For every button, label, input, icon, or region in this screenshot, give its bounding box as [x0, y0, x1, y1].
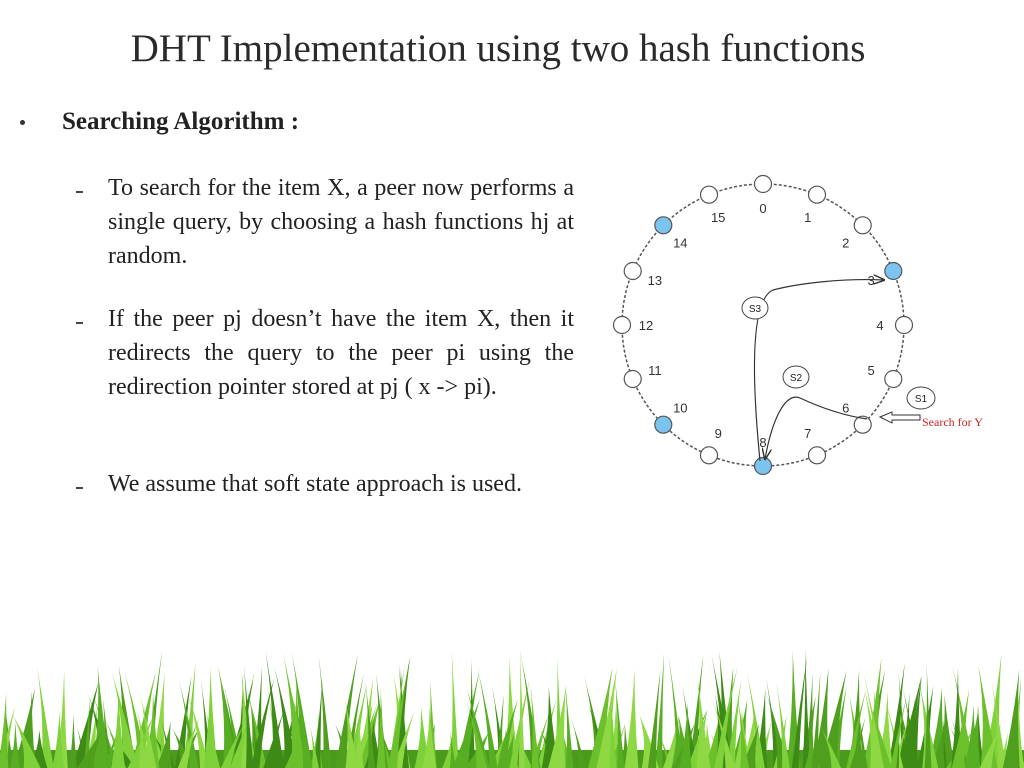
ring-node-label-10: 10 [673, 400, 688, 416]
step-s3-label: S3 [748, 304, 762, 315]
search-entry-arrow [880, 412, 920, 423]
search-for-y-label: Search for Y [922, 415, 983, 429]
step-s1-label: S1 [914, 394, 928, 405]
grass-blade [69, 714, 77, 768]
slide-title: DHT Implementation using two hash functions [130, 27, 866, 70]
ring-node-label-14: 14 [673, 235, 688, 251]
ring-node-label-3: 3 [867, 273, 875, 289]
sub-bullet-1 [108, 171, 574, 273]
ring-node-15 [701, 186, 718, 203]
ring-node-9 [701, 447, 718, 464]
ring-node-label-1: 1 [804, 209, 812, 225]
ring-node-7 [809, 447, 826, 464]
ring-node-3 [885, 263, 902, 280]
grass-blade [10, 722, 20, 768]
ring-node-label-2: 2 [842, 235, 850, 251]
ring-node-label-15: 15 [710, 209, 726, 225]
ring-node-label-13: 13 [647, 273, 663, 289]
grass-blade [803, 649, 810, 768]
ring-nodes [614, 176, 913, 475]
step-s2-label: S2 [789, 373, 803, 384]
sub-bullet-text: We assume that soft state approach is used. [108, 471, 522, 497]
grass-decoration [0, 640, 1024, 768]
ring-node-1 [809, 186, 826, 203]
sub-bullet-dash [76, 487, 83, 489]
ring-node-4 [896, 317, 913, 334]
ring-node-label-5: 5 [867, 362, 875, 378]
sub-bullet-text: To search for the item X, a peer now performs a single query, by choosing a hash functions hj at random. [108, 175, 574, 269]
s3-redirect-arrow [754, 280, 884, 461]
sub-bullet-2 [108, 302, 574, 404]
ring-node-5 [885, 371, 902, 388]
ring-node-13 [624, 263, 641, 280]
ring-node-14 [655, 217, 672, 234]
sub-bullet-3 [108, 467, 574, 501]
ring-node-label-11: 11 [648, 362, 662, 378]
ring-node-label-7: 7 [804, 426, 812, 442]
ring-node-12 [614, 317, 631, 334]
sub-bullet-text: If the peer pj doesn’t have the item X, then it redirects the query to the peer pi using the redirection pointer stored at pj ( x -> pi). [108, 306, 574, 400]
sub-bullet-dash [76, 322, 83, 324]
ring-node-10 [655, 416, 672, 433]
ring-node-11 [624, 371, 641, 388]
ring-node-8 [755, 458, 772, 475]
ring-node-label-0: 0 [759, 201, 767, 216]
ring-node-label-9: 9 [714, 426, 722, 442]
main-bullet-text: Searching Algorithm : [62, 108, 300, 135]
ring-node-labels [639, 201, 884, 450]
ring-node-2 [854, 217, 871, 234]
ring-node-0 [755, 176, 772, 193]
ring-node-label-12: 12 [638, 318, 654, 333]
ring-node-label-8: 8 [759, 435, 767, 450]
ring-node-label-6: 6 [842, 400, 850, 416]
sub-bullet-dash [76, 191, 83, 193]
ring-node-label-4: 4 [876, 318, 884, 333]
dht-ring-diagram [600, 170, 1000, 490]
bullet-dot [20, 120, 25, 125]
